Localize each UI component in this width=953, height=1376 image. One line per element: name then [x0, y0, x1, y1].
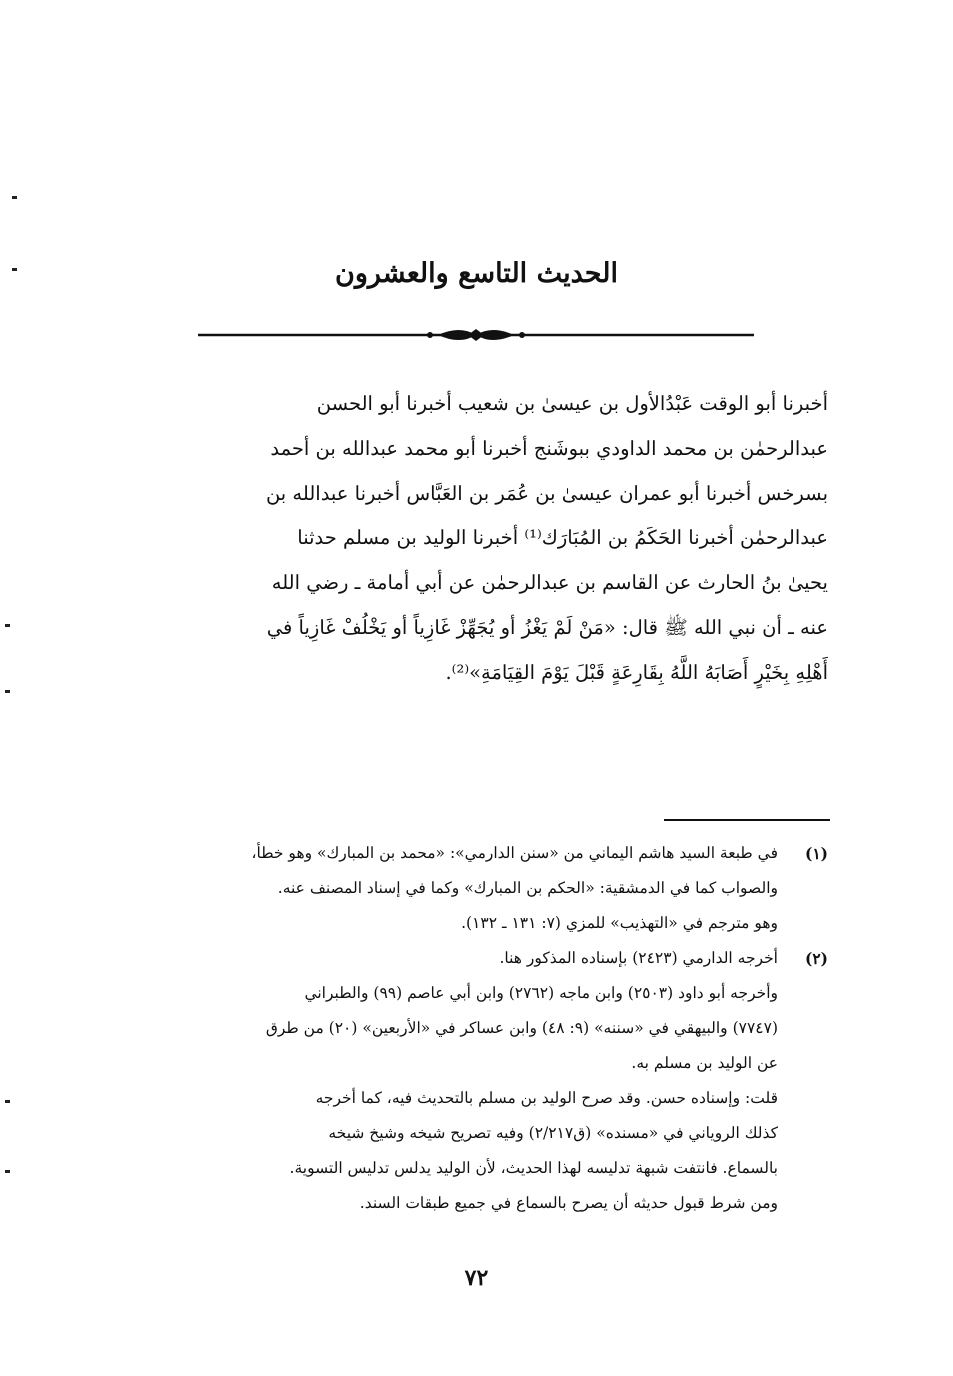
- scan-mark: [5, 624, 10, 627]
- footnotes: [128, 836, 828, 1221]
- footnote-line: والصواب كما في الدمشقية: «الحكم بن المبارك» وكما في إسناد المصنف عنه.: [277, 879, 778, 897]
- scan-mark: [5, 1170, 10, 1173]
- hadith-line: أَهْلِهِ بِخَيْرٍ أَصَابَهُ اللَّهُ بِقَارِعَةٍ قَبْلَ يَوْمَ القِيَامَةِ»⁽²⁾.: [445, 660, 828, 684]
- hadith-line: عنه ـ أن نبي الله ﷺ قال: «مَنْ لَمْ يَغْزُ أو يُجَهِّزْ غَازِياً أو يَخْلُفْ غَازِياً في: [266, 615, 828, 639]
- footnote-number: (١): [804, 844, 828, 863]
- scan-mark: [12, 268, 17, 271]
- scan-mark: [5, 690, 10, 693]
- footnote-line: وأخرجه أبو داود (٢٥٠٣) وابن ماجه (٢٧٦٢) وابن أبي عاصم (٩٩) والطبراني: [304, 984, 778, 1002]
- hadith-text: [130, 382, 828, 696]
- footnote-separator: [664, 819, 830, 821]
- footnote-2: [128, 941, 828, 1221]
- footnote-line: عن الوليد بن مسلم به.: [631, 1054, 778, 1072]
- footnote-line: أخرجه الدارمي (٢٤٢٣) بإسناده المذكور هنا.: [499, 949, 778, 967]
- hadith-line: أخبرنا أبو الوقت عَبْدُالأول بن عيسىٰ بن شعيب أخبرنا أبو الحسن: [316, 392, 828, 415]
- footnote-line: قلت: وإسناده حسن. وقد صرح الوليد بن مسلم بالتحديث فيه، كما أخرجه: [315, 1089, 778, 1107]
- footnote-line: وهو مترجم في «التهذيب» للمزي (٧: ١٣١ ـ ١٣٢).: [461, 914, 778, 932]
- footnote-number: (٢): [804, 949, 828, 968]
- scan-mark: [5, 1100, 10, 1103]
- footnote-line: بالسماع. فانتفت شبهة تدليسه لهذا الحديث، لأن الوليد يدلس تدليس التسوية.: [289, 1159, 778, 1177]
- hadith-line: عبدالرحمٰن أخبرنا الحَكَمُ بن المُبَارَك⁽¹⁾ أخبرنا الوليد بن مسلم حدثنا: [297, 526, 828, 550]
- hadith-line: يحيىٰ بنُ الحارث عن القاسم بن عبدالرحمٰن عن أبي أمامة ـ رضي الله: [271, 571, 828, 595]
- hadith-line: بسرخس أخبرنا أبو عمران عيسىٰ بن عُمَر بن العَبَّاس أخبرنا عبدالله بن: [265, 481, 828, 505]
- footnote-line: كذلك الروياني في «مسنده» (ق٢/٢١٧) وفيه تصريح شيخه وشيخ شيخه: [328, 1124, 778, 1142]
- scan-mark: [12, 196, 17, 199]
- footnote-line: في طبعة السيد هاشم اليماني من «سنن الدارمي»: «محمد بن المبارك» وهو خطأ،: [251, 844, 778, 862]
- footnote-line: (٧٧٤٧) والبيهقي في «سننه» (٩: ٤٨) وابن عساكر في «الأربعين» (٢٠) من طرق: [265, 1019, 778, 1037]
- title-ornament-divider: [198, 322, 754, 348]
- hadith-line: عبدالرحمٰن بن محمد الداودي ببوشَنج أخبرنا أبو محمد عبدالله بن أحمد: [270, 436, 828, 460]
- footnote-line: ومن شرط قبول حديثه أن يصرح بالسماع في جميع طبقات السند.: [359, 1194, 778, 1212]
- page-number: ٧٢: [464, 1265, 489, 1291]
- hadith-title: الحديث التاسع والعشرون: [335, 258, 618, 289]
- footnote-1: [128, 836, 828, 941]
